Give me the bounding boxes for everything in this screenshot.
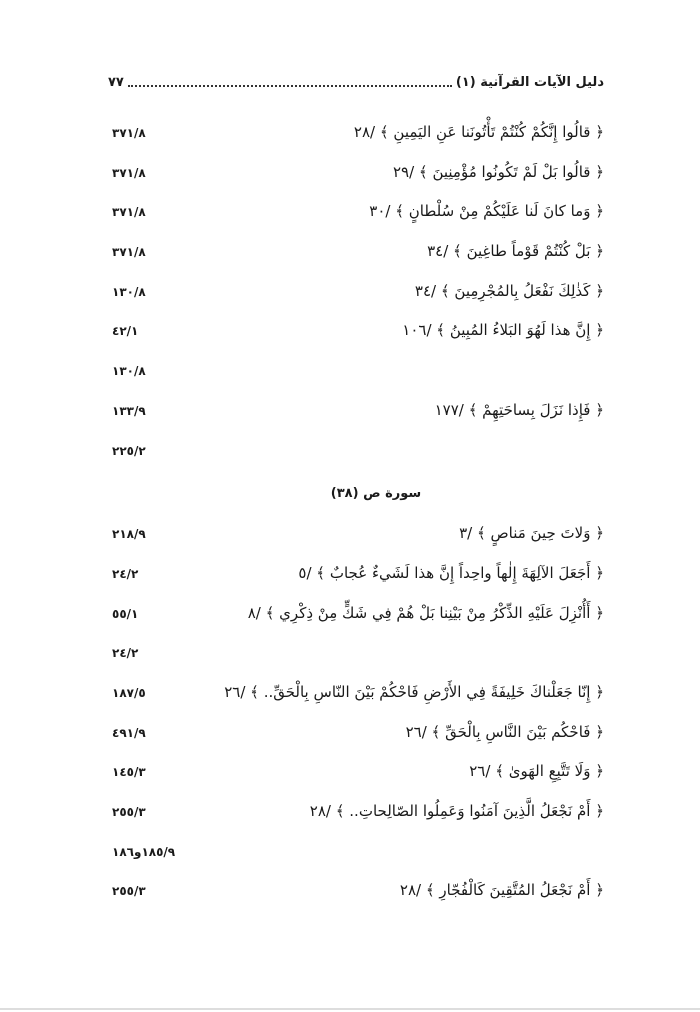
index-entry: [108, 839, 604, 879]
verse-text: ﴿ بَلْ كُنْتُمْ قَوْماً طاغِينَ ﴾ /٣٤: [427, 242, 604, 261]
index-entry: [108, 438, 604, 478]
header-title: دليل الآيات القرآنية (١): [455, 74, 604, 90]
page-reference: ١٤٥/٣: [112, 765, 146, 780]
verse-text: ﴿ أَأُنْزِلَ عَلَيْهِ الذِّكْرُ مِنْ بَيْنِنا بَلْ هُمْ فِي شَكٍّ مِنْ ذِكْرِي ﴾ /٨: [247, 603, 604, 622]
verse-text: ﴿ كَذٰلِكَ نَفْعَلُ بِالمُجْرِمِينَ ﴾ /٣٤: [414, 281, 604, 300]
index-entry: [108, 318, 604, 358]
page-reference: ١٣٠/٨: [112, 364, 146, 379]
page-edge: [0, 1008, 700, 1010]
running-header: [108, 70, 604, 94]
page-reference: ١٨٥/٩و١٨٦: [112, 844, 176, 859]
page-reference: ٥٥/١: [112, 606, 139, 621]
index-entry: [108, 239, 604, 279]
index-entry: [108, 199, 604, 239]
page-reference: ٢٤/٢: [112, 566, 139, 581]
verse-text: ﴿ أَجَعَلَ الآلِهَةَ إِلٰهاً واحِداً إِنَّ هذا لَشَيءٌ عُجابٌ ﴾ /٥: [298, 563, 604, 582]
index-entry: [108, 799, 604, 839]
page-reference: ٣٧١/٨: [112, 165, 146, 180]
index-entry: [108, 561, 604, 601]
page-reference: ٢٢٥/٢: [112, 443, 146, 458]
verse-text: ﴿ قالُوا بَلْ لَمْ تَكُونُوا مُؤْمِنِينَ ﴾ /٢٩: [392, 162, 604, 181]
index-entry: [108, 720, 604, 760]
surah-heading: سورة ص (٣٨): [330, 486, 422, 502]
index-entry: [108, 120, 604, 160]
verse-text: ﴿ قالُوا إِنَّكُمْ كُنْتُمْ تَأْتُونَنا عَنِ اليَمِينِ ﴾ /٢٨: [353, 123, 604, 141]
verse-text: ﴿ فَاحْكُم بَيْنَ النَّاسِ بِالْحَقِّ ﴾ /٢٦: [405, 722, 604, 741]
index-entry: [108, 521, 604, 561]
index-entry: [108, 601, 604, 641]
verse-text: ﴿ إِنّا جَعَلْناكَ خَلِيفَةً فِي الأَرْضِ فَاحْكُمْ بَيْنَ النّاسِ بِالْحَقِّ.. ﴾ /٢٦: [224, 682, 604, 701]
page-reference: ٣٧١/٨: [112, 126, 146, 140]
page-reference: ٢٥٥/٣: [112, 805, 146, 819]
index-entry: [108, 358, 604, 398]
page-reference: ٢١٨/٩: [112, 527, 146, 542]
leader-dots: [128, 77, 452, 87]
index-entry: [108, 759, 604, 799]
page-reference: ١٣٠/٨: [112, 284, 146, 299]
page-reference: ٢٥٥/٣: [112, 884, 146, 899]
verse-text: ﴿ أَمْ نَجْعَلُ المُتَّقِينَ كَالْفُجّارِ ﴾ /٢٨: [399, 881, 604, 900]
verse-text: ﴿ إِنَّ هذا لَهُوَ البَلاءُ المُبِينُ ﴾ /١٠٦: [402, 321, 604, 340]
verse-text: ﴿ وَما كانَ لَنا عَلَيْكُمْ مِنْ سُلْطانٍ ﴾ /٣٠: [369, 202, 604, 221]
page-reference: ٢٤/٢: [112, 646, 139, 661]
page-reference: ٣٧١/٨: [112, 245, 146, 260]
verse-text: ﴿ وَلاتَ حِينَ مَناصٍ ﴾ /٣: [459, 524, 604, 543]
page-reference: ٤٩١/٩: [112, 725, 146, 740]
verse-text: ﴿ وَلَا تَتَّبِعِ الهَوىٰ ﴾ /٢٦: [469, 762, 604, 781]
index-entry: [108, 680, 604, 720]
index-entry: [108, 640, 604, 680]
index-entry: [108, 878, 604, 918]
index-entry: [108, 279, 604, 319]
page-reference: ١٣٣/٩: [112, 403, 146, 418]
page-reference: ٣٧١/٨: [112, 205, 146, 220]
page-number: ٧٧: [108, 74, 124, 90]
verse-text: ﴿ فَإِذا نَزَلَ بِساحَتِهِمْ ﴾ /١٧٧: [434, 400, 604, 419]
index-entry: [108, 160, 604, 200]
page-reference: ٤٢/١: [112, 324, 139, 339]
index-entry: [108, 398, 604, 438]
verse-index-list: [108, 120, 604, 918]
page-reference: ١٨٧/٥: [112, 685, 146, 700]
verse-text: ﴿ أَمْ نَجْعَلُ الَّذِينَ آمَنُوا وَعَمِلُوا الصّالِحاتِ.. ﴾ /٢٨: [309, 802, 604, 820]
